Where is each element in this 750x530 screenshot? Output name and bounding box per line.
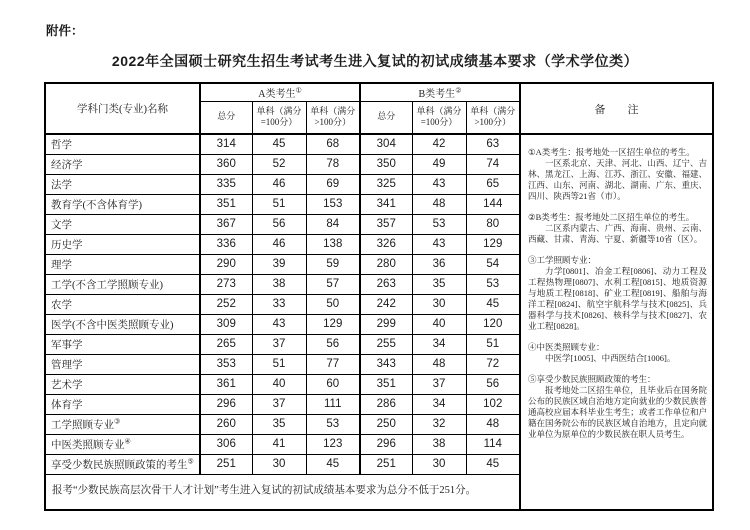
remark-heading: ①A类考生：报考地处一区招生单位的考生。 xyxy=(528,147,695,157)
score-cell-a-total: 260 xyxy=(200,414,252,434)
score-cell-a-single-100: 46 xyxy=(252,174,306,194)
score-cell-b-single-over100: 114 xyxy=(466,434,520,454)
footnote-ref: ④ xyxy=(124,437,131,445)
score-cell-b-single-over100: 120 xyxy=(466,314,520,334)
score-cell-a-total: 251 xyxy=(200,454,252,474)
score-cell-b-single-100: 37 xyxy=(412,374,466,394)
score-cell-b-single-100: 43 xyxy=(412,234,466,254)
subject-name-cell xyxy=(45,414,200,434)
score-cell-a-total: 367 xyxy=(200,214,252,234)
score-cell-a-total: 351 xyxy=(200,194,252,214)
subject-name: 理学 xyxy=(51,259,72,271)
subject-name: 管理学 xyxy=(51,359,83,371)
score-cell-b-total: 357 xyxy=(360,214,412,234)
score-cell-b-total: 351 xyxy=(360,374,412,394)
subject-name: 工学(不含工学照顾专业) xyxy=(51,279,163,291)
score-cell-b-total: 263 xyxy=(360,274,412,294)
score-cell-b-single-over100: 48 xyxy=(466,414,520,434)
score-table xyxy=(44,82,714,511)
subject-name: 体育学 xyxy=(51,399,83,411)
score-cell-a-single-100: 52 xyxy=(252,154,306,174)
score-cell-a-total: 265 xyxy=(200,334,252,354)
subject-name-cell xyxy=(45,154,200,174)
subheader-b-total: 总分 xyxy=(360,101,412,134)
subject-name-cell xyxy=(45,334,200,354)
score-cell-b-single-100: 38 xyxy=(412,434,466,454)
score-cell-a-single-100: 39 xyxy=(252,254,306,274)
score-cell-b-total: 299 xyxy=(360,314,412,334)
subject-name-cell xyxy=(45,194,200,214)
score-cell-a-single-100: 35 xyxy=(252,414,306,434)
score-cell-a-total: 336 xyxy=(200,234,252,254)
score-cell-b-total: 304 xyxy=(360,134,412,154)
score-cell-a-single-over100: 56 xyxy=(306,334,360,354)
subheader-a-total: 总分 xyxy=(200,101,252,134)
column-header-subject: 学科门类(专业)名称 xyxy=(45,83,200,134)
score-cell-b-total: 286 xyxy=(360,394,412,414)
attachment-label: 附件： xyxy=(46,24,84,38)
score-cell-a-single-100: 43 xyxy=(252,314,306,334)
score-cell-a-single-over100: 123 xyxy=(306,434,360,454)
footnote-ref: ⑤ xyxy=(187,457,194,465)
group-b-label: B类考生 xyxy=(418,88,456,100)
footer-note: 报考“少数民族高层次骨干人才计划”考生进入复试的初试成绩基本要求为总分不低于251分。 xyxy=(45,474,520,510)
score-cell-a-single-over100: 59 xyxy=(306,254,360,274)
score-cell-b-single-over100: 144 xyxy=(466,194,520,214)
score-cell-b-single-100: 30 xyxy=(412,454,466,474)
score-cell-a-total: 314 xyxy=(200,134,252,154)
subject-name: 享受少数民族照顾政策的考生 xyxy=(51,459,188,471)
score-cell-b-single-over100: 45 xyxy=(466,454,520,474)
remark-heading: ③工学照顾专业： xyxy=(528,255,597,265)
score-cell-b-single-over100: 74 xyxy=(466,154,520,174)
score-cell-b-single-100: 34 xyxy=(412,334,466,354)
score-cell-a-total: 353 xyxy=(200,354,252,374)
subject-name-cell xyxy=(45,134,200,154)
subject-name: 医学(不含中医类照顾专业) xyxy=(51,319,174,331)
score-cell-b-single-over100: 56 xyxy=(466,374,520,394)
score-cell-a-single-over100: 78 xyxy=(306,154,360,174)
subject-name-cell xyxy=(45,314,200,334)
score-cell-a-single-100: 51 xyxy=(252,354,306,374)
remark-heading: ②B类考生：报考地处二区招生单位的考生。 xyxy=(528,212,695,222)
subject-name: 文学 xyxy=(51,219,72,231)
score-cell-a-single-over100: 68 xyxy=(306,134,360,154)
score-cell-a-single-100: 51 xyxy=(252,194,306,214)
score-cell-b-single-100: 36 xyxy=(412,254,466,274)
subject-name: 哲学 xyxy=(51,139,72,151)
score-cell-b-total: 350 xyxy=(360,154,412,174)
score-cell-b-single-over100: 65 xyxy=(466,174,520,194)
subject-name: 教育学(不含体育学) xyxy=(51,199,142,211)
subject-name-cell xyxy=(45,274,200,294)
score-cell-a-single-over100: 50 xyxy=(306,294,360,314)
subject-name-cell xyxy=(45,254,200,274)
column-header-remarks: 备 注 xyxy=(520,83,713,134)
score-cell-b-total: 242 xyxy=(360,294,412,314)
subheader-a-single-100: 单科（满分=100分） xyxy=(252,101,306,134)
score-cell-a-single-100: 56 xyxy=(252,214,306,234)
score-cell-b-single-over100: 129 xyxy=(466,234,520,254)
subject-name: 艺术学 xyxy=(51,379,83,391)
score-cell-b-single-100: 32 xyxy=(412,414,466,434)
column-header-group-a xyxy=(200,83,360,101)
header-row-groups xyxy=(45,83,713,101)
page-title: 2022年全国硕士研究生招生考试考生进入复试的初试成绩基本要求（学术学位类） xyxy=(111,53,639,69)
score-cell-a-single-over100: 129 xyxy=(306,314,360,334)
footnote-ref: ③ xyxy=(114,417,121,425)
remark-text: 一区系北京、天津、河北、山西、辽宁、吉林、黑龙江、上海、江苏、浙江、安徽、福建、江西、山东、河南、湖北、湖南、广东、重庆、四川、陕西等21省（市）。 xyxy=(528,158,707,201)
remark-heading: ⑤享受少数民族照顾政策的考生： xyxy=(528,374,656,384)
score-cell-a-total: 252 xyxy=(200,294,252,314)
score-cell-a-single-over100: 60 xyxy=(306,374,360,394)
score-cell-b-total: 255 xyxy=(360,334,412,354)
subject-name: 工学照顾专业 xyxy=(51,419,114,431)
subject-name: 农学 xyxy=(51,299,72,311)
group-a-footnote-ref: ① xyxy=(295,86,302,95)
score-cell-b-single-over100: 51 xyxy=(466,334,520,354)
subject-name: 军事学 xyxy=(51,339,83,351)
score-cell-b-single-100: 30 xyxy=(412,294,466,314)
subject-name-cell xyxy=(45,374,200,394)
score-cell-a-single-over100: 84 xyxy=(306,214,360,234)
score-cell-a-single-over100: 153 xyxy=(306,194,360,214)
score-cell-a-single-over100: 45 xyxy=(306,454,360,474)
score-cell-b-single-over100: 80 xyxy=(466,214,520,234)
subject-name-cell xyxy=(45,394,200,414)
score-cell-b-single-100: 40 xyxy=(412,314,466,334)
score-cell-b-single-100: 48 xyxy=(412,194,466,214)
score-cell-b-total: 280 xyxy=(360,254,412,274)
score-cell-b-total: 326 xyxy=(360,234,412,254)
subject-name: 经济学 xyxy=(51,159,83,171)
subheader-b-single-100: 单科（满分=100分） xyxy=(412,101,466,134)
score-cell-a-total: 306 xyxy=(200,434,252,454)
score-cell-b-single-over100: 102 xyxy=(466,394,520,414)
group-b-footnote-ref: ② xyxy=(455,86,462,95)
subject-name-cell xyxy=(45,294,200,314)
remark-section xyxy=(528,255,707,332)
score-cell-a-total: 361 xyxy=(200,374,252,394)
score-cell-a-single-100: 41 xyxy=(252,434,306,454)
score-cell-b-total: 343 xyxy=(360,354,412,374)
score-cell-b-single-over100: 63 xyxy=(466,134,520,154)
subject-name: 历史学 xyxy=(51,239,83,251)
score-cell-b-single-over100: 72 xyxy=(466,354,520,374)
column-header-group-b xyxy=(360,83,520,101)
score-cell-a-single-100: 45 xyxy=(252,134,306,154)
score-cell-a-single-100: 37 xyxy=(252,334,306,354)
remark-section xyxy=(528,212,707,245)
score-cell-a-total: 290 xyxy=(200,254,252,274)
score-cell-a-total: 296 xyxy=(200,394,252,414)
score-cell-a-single-over100: 69 xyxy=(306,174,360,194)
score-cell-a-single-over100: 57 xyxy=(306,274,360,294)
remarks-cell xyxy=(520,134,713,510)
remark-section xyxy=(528,147,707,202)
score-cell-a-single-100: 30 xyxy=(252,454,306,474)
remark-section xyxy=(528,342,707,364)
subject-name: 法学 xyxy=(51,179,72,191)
subject-name-cell xyxy=(45,174,200,194)
score-cell-b-single-100: 42 xyxy=(412,134,466,154)
remark-section xyxy=(528,374,707,440)
score-cell-b-single-100: 34 xyxy=(412,394,466,414)
subject-name: 中医类照顾专业 xyxy=(51,439,125,451)
subject-name-cell xyxy=(45,434,200,454)
score-cell-a-total: 335 xyxy=(200,174,252,194)
score-cell-b-single-100: 35 xyxy=(412,274,466,294)
subject-name-cell xyxy=(45,454,200,474)
score-cell-b-total: 251 xyxy=(360,454,412,474)
subject-name-cell xyxy=(45,354,200,374)
score-cell-b-total: 296 xyxy=(360,434,412,454)
score-cell-a-single-over100: 77 xyxy=(306,354,360,374)
remark-text: 力学[0801]、冶金工程[0806]、动力工程及工程热物理[0807]、水利工程[0815]、地质资源与地质工程[0818]、矿业工程[0819]、船舶与海洋工程[0824]、航空宇航科学与技术[0825]、兵器科学与技术[0826]、核科学与技术[0827]、农业工程[0828]。 xyxy=(528,266,707,331)
subject-name-cell xyxy=(45,214,200,234)
score-cell-b-single-100: 49 xyxy=(412,154,466,174)
subheader-b-single-over100: 单科（满分>100分） xyxy=(466,101,520,134)
subject-name-cell xyxy=(45,234,200,254)
remark-heading: ④中医类照顾专业： xyxy=(528,342,605,352)
score-cell-a-total: 273 xyxy=(200,274,252,294)
score-cell-b-single-100: 53 xyxy=(412,214,466,234)
score-cell-b-total: 325 xyxy=(360,174,412,194)
score-cell-a-total: 309 xyxy=(200,314,252,334)
remark-text: 报考地处二区招生单位，且毕业后在国务院公布的民族区域自治地方定向就业的少数民族普通高校应届本科毕业生考生；或者工作单位和户籍在国务院公布的民族区域自治地方，且定向就业单位为原单位的少数民族在职人员考生。 xyxy=(528,385,707,439)
score-cell-b-single-100: 48 xyxy=(412,354,466,374)
score-cell-a-total: 360 xyxy=(200,154,252,174)
score-cell-b-single-over100: 45 xyxy=(466,294,520,314)
score-cell-b-single-100: 43 xyxy=(412,174,466,194)
score-cell-a-single-100: 40 xyxy=(252,374,306,394)
score-cell-a-single-over100: 138 xyxy=(306,234,360,254)
score-cell-a-single-100: 46 xyxy=(252,234,306,254)
remark-text: 二区系内蒙古、广西、海南、贵州、云南、西藏、甘肃、青海、宁夏、新疆等10省（区）。 xyxy=(528,223,707,244)
score-cell-b-total: 341 xyxy=(360,194,412,214)
score-cell-a-single-100: 38 xyxy=(252,274,306,294)
table-row xyxy=(45,134,713,154)
subheader-a-single-over100: 单科（满分>100分） xyxy=(306,101,360,134)
score-cell-a-single-over100: 111 xyxy=(306,394,360,414)
score-cell-a-single-100: 37 xyxy=(252,394,306,414)
score-cell-a-single-over100: 53 xyxy=(306,414,360,434)
score-cell-a-single-100: 33 xyxy=(252,294,306,314)
score-cell-b-single-over100: 54 xyxy=(466,254,520,274)
score-cell-b-total: 250 xyxy=(360,414,412,434)
group-a-label: A类考生 xyxy=(258,88,296,100)
score-cell-b-single-over100: 53 xyxy=(466,274,520,294)
remark-text: 中医学[1005]、中西医结合[1006]。 xyxy=(545,353,676,363)
